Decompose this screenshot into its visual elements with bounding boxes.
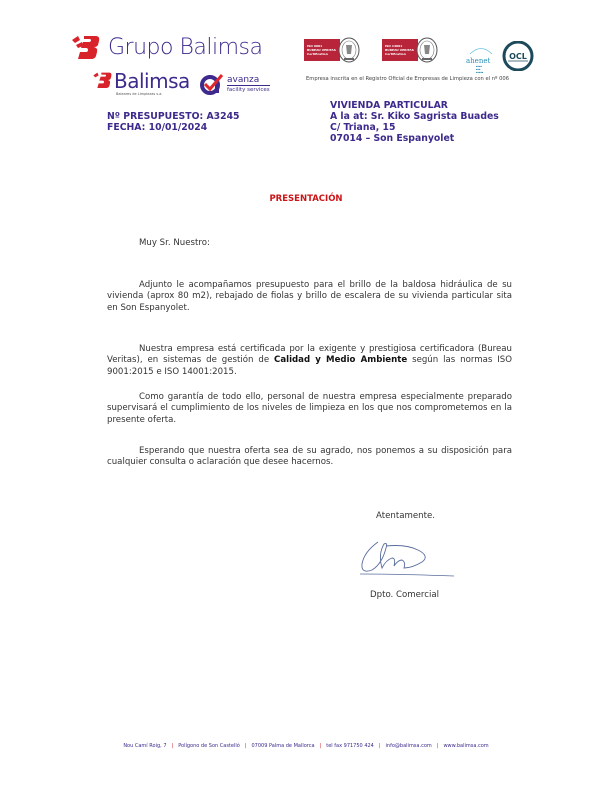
paragraph-2-bold: Calidad y Medio Ambiente xyxy=(274,355,408,366)
registry-note: Empresa inscrita en el Registro Oficial de Empresas de Limpieza con el nº 006 xyxy=(306,76,510,82)
signature-image xyxy=(356,530,456,582)
closing: Atentamente. xyxy=(376,511,435,521)
ahenet-name: ahenet xyxy=(466,57,491,65)
badge-standard: ISO 14001 xyxy=(385,43,403,48)
recipient-block xyxy=(330,100,499,144)
greeting-text: Muy Sr. Nuestro: xyxy=(139,238,210,248)
recipient-street: C/ Triana, 15 xyxy=(330,122,396,133)
recipient-attention: A la at: Sr. Kiko Sagrista Buades xyxy=(330,111,499,122)
paragraph-3 xyxy=(107,392,512,426)
budget-number: Nº PRESUPUESTO: A3245 xyxy=(107,111,240,122)
paragraph-3-text: Como garantía de todo ello, personal de nuestra empresa especialmente preparado supervisará el cumplimiento de los niveles de limpieza en los que nos comprometemos en la presente oferta. xyxy=(107,392,512,425)
ahenet-logo xyxy=(466,40,496,74)
ocl-seal-icon xyxy=(500,41,536,71)
footer-separator: | xyxy=(319,743,322,749)
footer-city: 07009 Palma de Mallorca xyxy=(251,743,315,749)
ahenet-arc-icon xyxy=(466,45,496,55)
paragraph-1-text: Adjunto le acompañamos presupuesto para el brillo de la baldosa hidráulica de su vivienda (aprox 80 m2), rebajado de fiolas y brillo de escalera de su vivienda particular sita en Son Espanyolet. xyxy=(107,280,512,313)
bureau-veritas-iso9001-badge xyxy=(304,37,360,62)
footer xyxy=(0,743,612,749)
badge-issuer: BUREAU VERITAS xyxy=(385,47,414,52)
balimsa-b-small-icon xyxy=(92,70,112,90)
sub-brand-tagline: Baleares de Limpiezas s.a. xyxy=(116,92,163,96)
footer-email[interactable]: info@balimsa.com xyxy=(385,743,432,749)
badge-issuer: BUREAU VERITAS xyxy=(307,47,336,52)
footer-separator: | xyxy=(436,743,439,749)
recipient-type: VIVIENDA PARTICULAR xyxy=(330,100,448,111)
bureau-veritas-iso14001-badge xyxy=(382,37,438,62)
footer-area: Polígono de Son Castelló xyxy=(178,743,240,749)
balimsa-logo xyxy=(92,70,190,96)
paragraph-4-text: Esperando que nuestra oferta sea de su agrado, nos ponemos a su disposición para cualquier consulta o aclaración que desee hacernos. xyxy=(107,446,512,468)
paragraph-2 xyxy=(107,344,512,378)
paragraph-4 xyxy=(107,446,512,469)
avanza-name: avanza xyxy=(227,75,270,86)
paragraph-2-text-a: Nuestra empresa está certificada por la exigente y prestigiosa certificadora (Bureau Veritas), en sistemas de gestión de xyxy=(107,344,512,366)
footer-address: Nou Camí Roig, 7 xyxy=(123,743,167,749)
avanza-tagline: facility services xyxy=(227,86,270,93)
sub-brand-name: Balimsa xyxy=(114,69,190,93)
svg-text:OCL: OCL xyxy=(509,52,527,61)
footer-web[interactable]: www.balimsa.com xyxy=(443,743,489,749)
recipient-city: 07014 – Son Espanyolet xyxy=(330,133,455,144)
brand-name: Grupo Balimsa xyxy=(108,34,263,60)
bureau-veritas-seal-icon xyxy=(416,37,438,63)
badge-label: Certification xyxy=(385,51,406,56)
footer-phone: tel fax 971750 424 xyxy=(326,743,374,749)
balimsa-b-icon xyxy=(70,34,100,60)
signature-department: Dpto. Comercial xyxy=(370,590,440,600)
badge-label: Certification xyxy=(307,51,328,56)
greeting xyxy=(139,238,544,249)
budget-date: FECHA: 10/01/2024 xyxy=(107,122,208,133)
budget-info xyxy=(107,111,240,133)
grupo-balimsa-logo xyxy=(70,34,262,60)
footer-separator: | xyxy=(171,743,174,749)
bureau-veritas-seal-icon xyxy=(338,37,360,63)
footer-separator: | xyxy=(378,743,381,749)
letter-title: PRESENTACIÓN xyxy=(269,194,343,204)
avanza-logo xyxy=(200,73,270,95)
paragraph-2-text-b: según las normas ISO 9001:2015 e ISO 14001:2015. xyxy=(107,355,512,377)
footer-separator: | xyxy=(244,743,247,749)
paragraph-1 xyxy=(107,280,512,314)
ahenet-detail: ▪▪▪▪ ▪▪▪ ▪▪▪▪▪ xyxy=(476,65,484,74)
badge-standard: ISO 9001 xyxy=(307,43,323,48)
avanza-check-icon xyxy=(200,73,224,95)
